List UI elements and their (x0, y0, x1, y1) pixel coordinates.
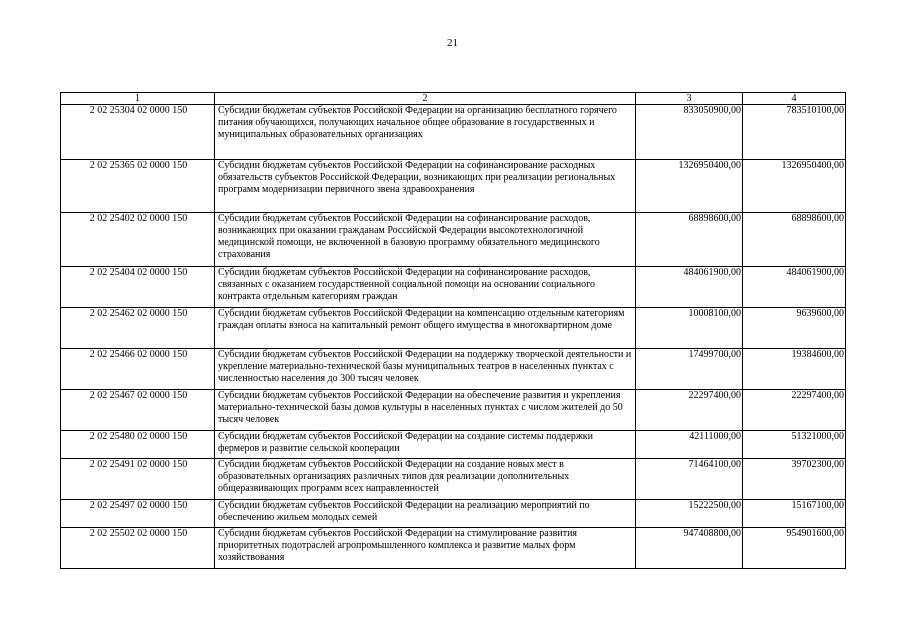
row-amount-col4: 783510100,00 (743, 105, 846, 160)
row-code: 2 02 25497 02 0000 150 (61, 500, 215, 528)
column-header-1: 1 (61, 93, 215, 105)
table-row (61, 459, 846, 500)
row-code: 2 02 25402 02 0000 150 (61, 213, 215, 267)
row-amount-col3: 71464100,00 (636, 459, 743, 500)
row-amount-col3: 484061900,00 (636, 267, 743, 308)
row-amount-col3: 22297400,00 (636, 390, 743, 431)
row-amount-col4: 1326950400,00 (743, 160, 846, 213)
row-code: 2 02 25466 02 0000 150 (61, 349, 215, 390)
row-amount-col3: 833050900,00 (636, 105, 743, 160)
row-amount-col4: 39702300,00 (743, 459, 846, 500)
table-row (61, 267, 846, 308)
column-header-4: 4 (743, 93, 846, 105)
table-row (61, 160, 846, 213)
table-row (61, 349, 846, 390)
row-code: 2 02 25480 02 0000 150 (61, 431, 215, 459)
row-amount-col4: 954901600,00 (743, 528, 846, 569)
row-amount-col4: 68898600,00 (743, 213, 846, 267)
page-number: 21 (447, 37, 458, 49)
row-amount-col3: 15222500,00 (636, 500, 743, 528)
table-row (61, 528, 846, 569)
row-name: Субсидии бюджетам субъектов Российской Федерации на софинансирование расходных обязательств субъектов Российской Федерации, возникающих при реализации региональных программ модернизации первичного звена здравоохранения (215, 160, 636, 213)
row-amount-col3: 42111000,00 (636, 431, 743, 459)
row-amount-col4: 22297400,00 (743, 390, 846, 431)
row-name: Субсидии бюджетам субъектов Российской Федерации на реализацию мероприятий по обеспечению жильем молодых семей (215, 500, 636, 528)
table-row (61, 105, 846, 160)
row-code: 2 02 25365 02 0000 150 (61, 160, 215, 213)
row-name: Субсидии бюджетам субъектов Российской Федерации на поддержку творческой деятельности и укрепление материально-технической базы муниципальных театров в населенных пунктах с численностью населения до 300 тысяч человек (215, 349, 636, 390)
row-code: 2 02 25502 02 0000 150 (61, 528, 215, 569)
row-name: Субсидии бюджетам субъектов Российской Федерации на обеспечение развития и укрепления материально-технической базы домов культуры в населенных пунктах с числом жителей до 50 тысяч человек (215, 390, 636, 431)
row-amount-col3: 68898600,00 (636, 213, 743, 267)
row-code: 2 02 25467 02 0000 150 (61, 390, 215, 431)
table-row (61, 431, 846, 459)
table-row (61, 308, 846, 349)
row-name: Субсидии бюджетам субъектов Российской Федерации на организацию бесплатного горячего питания обучающихся, получающих начальное общее образование в государственных и муниципальных образовательных организациях (215, 105, 636, 160)
row-amount-col4: 19384600,00 (743, 349, 846, 390)
row-amount-col4: 484061900,00 (743, 267, 846, 308)
table-header-row (61, 93, 846, 105)
row-name: Субсидии бюджетам субъектов Российской Федерации на создание системы поддержки фермеров и развитие сельской кооперации (215, 431, 636, 459)
row-code: 2 02 25404 02 0000 150 (61, 267, 215, 308)
row-amount-col3: 947408800,00 (636, 528, 743, 569)
row-code: 2 02 25491 02 0000 150 (61, 459, 215, 500)
row-amount-col3: 1326950400,00 (636, 160, 743, 213)
table-row (61, 213, 846, 267)
row-name: Субсидии бюджетам субъектов Российской Федерации на создание новых мест в образовательных организациях различных типов для реализации дополнительных общеразвивающих программ всех направленностей (215, 459, 636, 500)
row-name: Субсидии бюджетам субъектов Российской Федерации на компенсацию отдельным категориям граждан оплаты взноса на капитальный ремонт общего имущества в многоквартирном доме (215, 308, 636, 349)
column-header-3: 3 (636, 93, 743, 105)
row-amount-col3: 17499700,00 (636, 349, 743, 390)
table-row (61, 390, 846, 431)
row-code: 2 02 25304 02 0000 150 (61, 105, 215, 160)
row-amount-col4: 15167100,00 (743, 500, 846, 528)
row-amount-col4: 51321000,00 (743, 431, 846, 459)
row-code: 2 02 25462 02 0000 150 (61, 308, 215, 349)
row-amount-col3: 10008100,00 (636, 308, 743, 349)
row-name: Субсидии бюджетам субъектов Российской Федерации на стимулирование развития приоритетных подотраслей агропромышленного комплекса и развитие малых форм хозяйствования (215, 528, 636, 569)
table-row (61, 500, 846, 528)
row-name: Субсидии бюджетам субъектов Российской Федерации на софинансирование расходов, связанных с оказанием государственной социальной помощи на основании социального контракта отдельным категориям граждан (215, 267, 636, 308)
budget-table (60, 92, 846, 569)
column-header-2: 2 (215, 93, 636, 105)
row-name: Субсидии бюджетам субъектов Российской Федерации на софинансирование расходов, возникающих при оказании гражданам Российской Федерации высокотехнологичной медицинской помощи, не включенной в базовую программу обязательного медицинского страхования (215, 213, 636, 267)
row-amount-col4: 9639600,00 (743, 308, 846, 349)
